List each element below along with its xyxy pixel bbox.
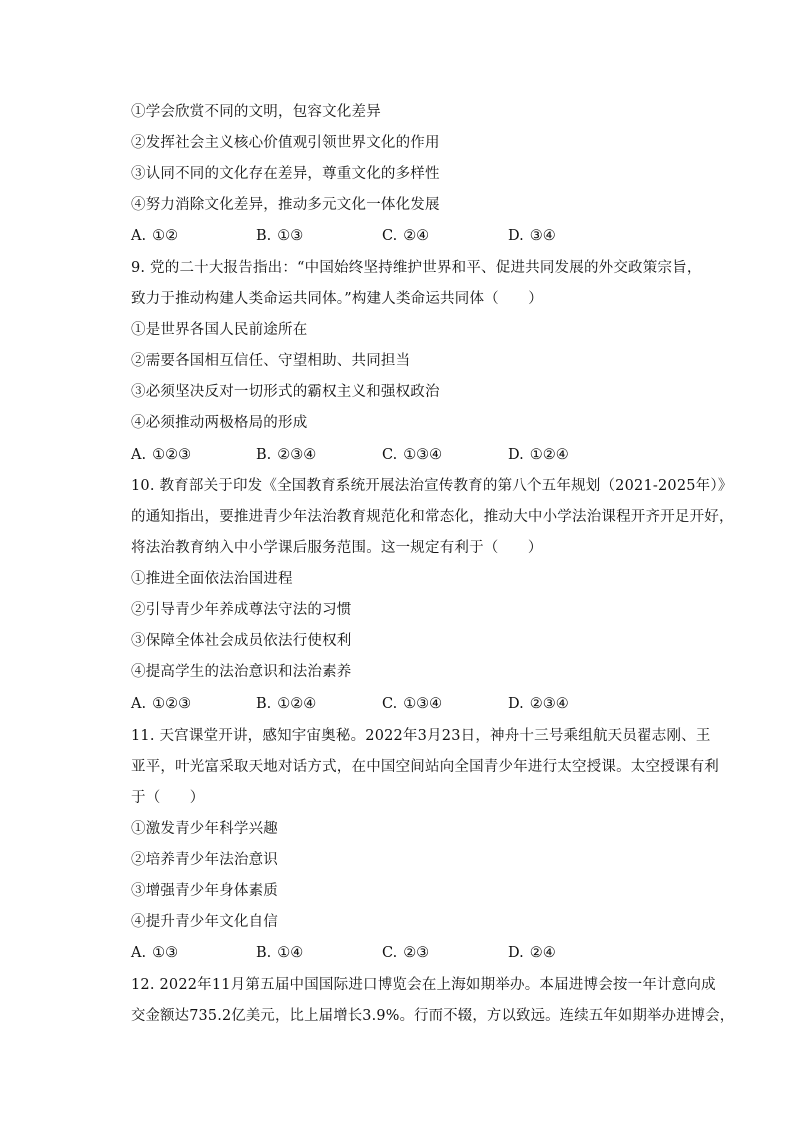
q11-item-4: ④提升青少年文化自信 — [131, 914, 278, 930]
q8-option-a: A. ①② — [131, 228, 179, 244]
q10-item-3: ③保障全体社会成员依法行使权利 — [131, 633, 352, 649]
q10-option-a: A. ①②③ — [131, 696, 192, 712]
q8-item-1: ①学会欣赏不同的文明，包容文化差异 — [131, 104, 381, 120]
q8-option-b: B. ①③ — [256, 228, 304, 244]
q11-option-d: D. ②④ — [508, 945, 556, 961]
q8-option-d: D. ③④ — [508, 228, 556, 244]
q11-option-c: C. ②③ — [382, 945, 430, 961]
q12-stem-line-2: 交金额达735.2亿美元，比上届增长3.9%。行而不辍，方以致远。连续五年如期举办进博会， — [131, 1008, 735, 1024]
q11-stem-line-2: 亚平，叶光富采取天地对话方式，在中国空间站向全国青少年进行太空授课。太空授课有利 — [131, 759, 719, 775]
q9-item-4: ④必须推动两极格局的形成 — [131, 415, 308, 431]
q10-option-d: D. ②③④ — [508, 696, 569, 712]
q11-stem-line-3: 于（ ） — [131, 790, 205, 806]
q11-item-3: ③增强青少年身体素质 — [131, 883, 278, 899]
q10-item-1: ①推进全面依法治国进程 — [131, 571, 293, 587]
q10-stem-line-2: 的通知指出，要推进青少年法治教育规范化和常态化，推动大中小学法治课程开齐开足开好， — [131, 509, 734, 525]
q9-option-c: C. ①③④ — [382, 447, 443, 463]
q9-stem-line-1: 9. 党的二十大报告指出：“中国始终坚持维护世界和平、促进共同发展的外交政策宗旨， — [131, 260, 702, 276]
q11-option-b: B. ①④ — [256, 945, 304, 961]
q9-option-a: A. ①②③ — [131, 447, 192, 463]
q11-option-a: A. ①③ — [131, 945, 179, 961]
q8-item-2: ②发挥社会主义核心价值观引领世界文化的作用 — [131, 135, 440, 151]
q8-item-4: ④努力消除文化差异，推动多元文化一体化发展 — [131, 197, 440, 213]
q8-item-3: ③认同不同的文化存在差异，尊重文化的多样性 — [131, 166, 440, 182]
q9-item-1: ①是世界各国人民前途所在 — [131, 322, 308, 338]
q9-item-2: ②需要各国相互信任、守望相助、共同担当 — [131, 353, 411, 369]
q11-stem-line-1: 11. 天宫课堂开讲，感知宇宙奥秘。2022年3月23日，神舟十三号乘组航天员翟志刚、王 — [131, 728, 711, 744]
q12-stem-line-1: 12. 2022年11月第五届中国国际进口博览会在上海如期举办。本届进博会按一年计意向成 — [131, 977, 716, 993]
q9-item-3: ③必须坚决反对一切形式的霸权主义和强权政治 — [131, 384, 440, 400]
q9-stem-line-2: 致力于推动构建人类命运共同体。”构建人类命运共同体（ ） — [131, 291, 543, 307]
q10-option-c: C. ①③④ — [382, 696, 443, 712]
q11-item-2: ②培养青少年法治意识 — [131, 852, 278, 868]
q9-option-d: D. ①②④ — [508, 447, 569, 463]
q10-item-2: ②引导青少年养成尊法守法的习惯 — [131, 602, 352, 618]
q10-item-4: ④提高学生的法治意识和法治素养 — [131, 664, 352, 680]
q10-stem-line-1: 10. 教育部关于印发《全国教育系统开展法治宣传教育的第八个五年规划（2021-2025年）》 — [131, 478, 733, 494]
q10-stem-line-3: 将法治教育纳入中小学课后服务范围。这一规定有利于（ ） — [131, 540, 543, 556]
q10-option-b: B. ①②④ — [256, 696, 317, 712]
q11-item-1: ①激发青少年科学兴趣 — [131, 821, 278, 837]
q8-option-c: C. ②④ — [382, 228, 430, 244]
q9-option-b: B. ②③④ — [256, 447, 317, 463]
